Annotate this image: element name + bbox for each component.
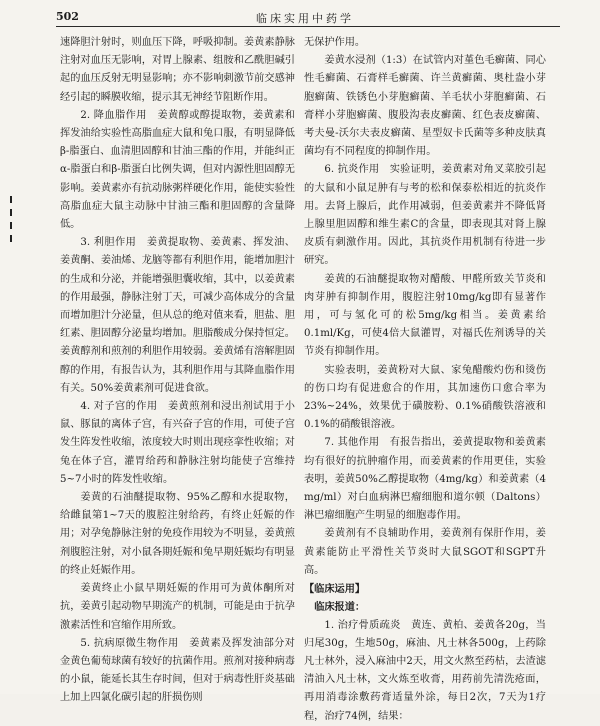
scan-mark [10, 235, 12, 242]
paragraph: 5. 抗病原微生物作用 姜黄素及挥发油部分对金黄色葡萄球菌有较好的抗菌作用。煎剂对接种病毒的小鼠，能延长其生存时间，但对于病毒性肝炎基础上加上四氯化碳引起的肝损伤则 [60, 637, 295, 704]
scan-mark [10, 196, 12, 203]
paragraph: 姜黄剂有不良辅助作用，姜黄剂有保肝作用，姜黄素能防止平滑性关节炎时大鼠SGOT和SGPT升高。 [304, 528, 546, 576]
paragraph: 无保护作用。 [304, 37, 366, 48]
paragraph: 7. 其他作用 有报告指出，姜黄提取物和姜黄素均有很好的抗肿瘤作用，而姜黄素的作用更佳，实验表明，姜黄50%乙醇提取物（4mg/kg）和姜黄素（4 mg/ml）对白血病淋巴瘤细胞和道尔顿（Daltons）淋巴瘤细胞产生明显的细胞毒作用。 [304, 437, 546, 522]
scan-mark [10, 222, 12, 229]
paragraph: 3. 利胆作用 姜黄提取物、姜黄素、挥发油、姜黄酮、姜油烯、龙脑等都有利胆作用，能增加胆汁的生成和分泌，并能增强胆囊收缩，其中，以姜黄素的作用最强，静脉注射丁天，可减少高体成分的含量而增加胆汁分泌量，但从总的绝对值来看，胆盐、胆红素、胆固醇分泌量均增加。胆脂酸成分保持恒定。姜黄醇剂和煎剂的利胆作用较弱。姜黄烯有溶解胆固醇的作用，有报告认为，其利胆作用与其降血脂作用有关。50%姜黄素剂可促进食欲。 [60, 237, 295, 394]
section-heading: 【临床运用】 [304, 583, 366, 596]
paragraph: 姜黄的石油醚提取物、95%乙醇和水提取物，给雌鼠第1~7天的腹腔注射给药，有终止妊娠的作用；对孕兔静脉注射的免疫作用较为不明显，姜黄煎剂腹腔注射，对小鼠各期妊娠和兔早期妊娠均有明显的终止妊娠作用。 [60, 492, 295, 576]
paragraph: 1. 治疗骨质疏炎 黄连、黄柏、姜黄各20g，当归尾30g，生地50g，麻油、凡士林各500g，上药除凡士林外，浸入麻油中2天，用文火熬至药枯，去渣滤清油入凡士林，文火炼至收膏，用药前先清洗疮面，再用消毒涂敷药膏适量外涂，每日2次，7天为1疗程，治疗74例，结果： [304, 619, 546, 722]
running-title: 临床实用中药学 [256, 12, 354, 25]
paragraph: 姜黄的石油醚提取物对醋酸、甲醛所致关节炎和肉芽肿有抑制作用，腹腔注射10mg/kg即有显著作用，可与氢化可的松5mg/kg相当。姜黄素给0.1ml/Kg，可使4倍大鼠灌胃，对福氏佐剂诱导的关节炎有抑制作用。 [304, 273, 546, 358]
paragraph: 姜黄终止小鼠早期妊娠的作用可为黄体酮所对抗，姜黄引起动物早期流产的机制，可能是由于抗孕激素活性和宫缩作用所致。 [60, 583, 295, 631]
scan-mark [10, 209, 12, 216]
paragraph: 实验表明，姜黄粉对大鼠、家兔醋酸灼伤和烫伤的伤口均有促进愈合的作用，其加速伤口愈合率为23%~24%，效果优于磺胺粉、0.1%硝酸铁溶液和0.1%的硝酸银溶液。 [304, 364, 546, 431]
paragraph: 姜黄水浸剂（1:3）在试管内对堇色毛癣菌、同心性毛癣菌、石膏样毛癣菌、许兰黄癣菌、奥杜盎小芽胞癣菌、铁锈色小芽胞癣菌、羊毛状小芽胞癣菌、石膏样小芽胞癣菌、腹股沟表皮癣菌、红色表皮癣菌、考夫曼-沃尔夫表皮癣菌、星型奴卡氏菌等多种皮肤真菌均有不同程度的抑制作用。 [304, 55, 546, 158]
paragraph: 2. 降血脂作用 姜黄醇或醇提取物，姜黄素和挥发油给实验性高脂血症大鼠和兔口服，有明显降低β-脂蛋白、血清胆固醇和甘油三酯的作用，并能纠正α-脂蛋白和β-脂蛋白比例失调，但对内源性胆固醇无影响。姜黄素亦有抗动脉粥样硬化作用，能使实验性高脂血症大鼠主动脉中甘油三酯和胆固醇的含量降低。 [60, 109, 295, 231]
paragraph: 4. 对子宫的作用 姜黄煎剂和浸出剂试用于小鼠、豚鼠的离体子宫，有兴奋子宫的作用，可使子宫发生阵发性收缩，浓度较大时则出现痉挛性收缩；对兔在体子宫，灌胃给药和静脉注射均能使子宫维持5~7小时的阵发性收缩。 [60, 401, 295, 485]
left-text-column [60, 34, 295, 708]
paragraph: 速降胆汁射时，则血压下降，呼吸抑制。姜黄素静脉注射对血压无影响，对胃上腺素、组胺和乙酰胆碱引起的血压反射无明显影响；亦不影响刺激节前交感神经引起的瞬膜收缩，提示其无神经节阻断作用。 [60, 37, 295, 103]
subsection-heading: 临床报道： [314, 601, 366, 614]
right-text-column [304, 34, 546, 726]
paragraph: 6. 抗炎作用 实验证明，姜黄素对角叉菜胶引起的大鼠和小鼠足肿有与考的松和保泰松相近的抗炎作用。去肾上腺后，此作用减弱，但姜黄素并不降低肾上腺里胆固醇和维生素C的含量，即表现其对肾上腺皮质有刺激作用。因此，其抗炎作用机制有待进一步研究。 [304, 164, 546, 267]
header-rule [56, 26, 560, 27]
scan-artifact-marks [8, 196, 14, 256]
page-number: 502 [56, 10, 79, 23]
